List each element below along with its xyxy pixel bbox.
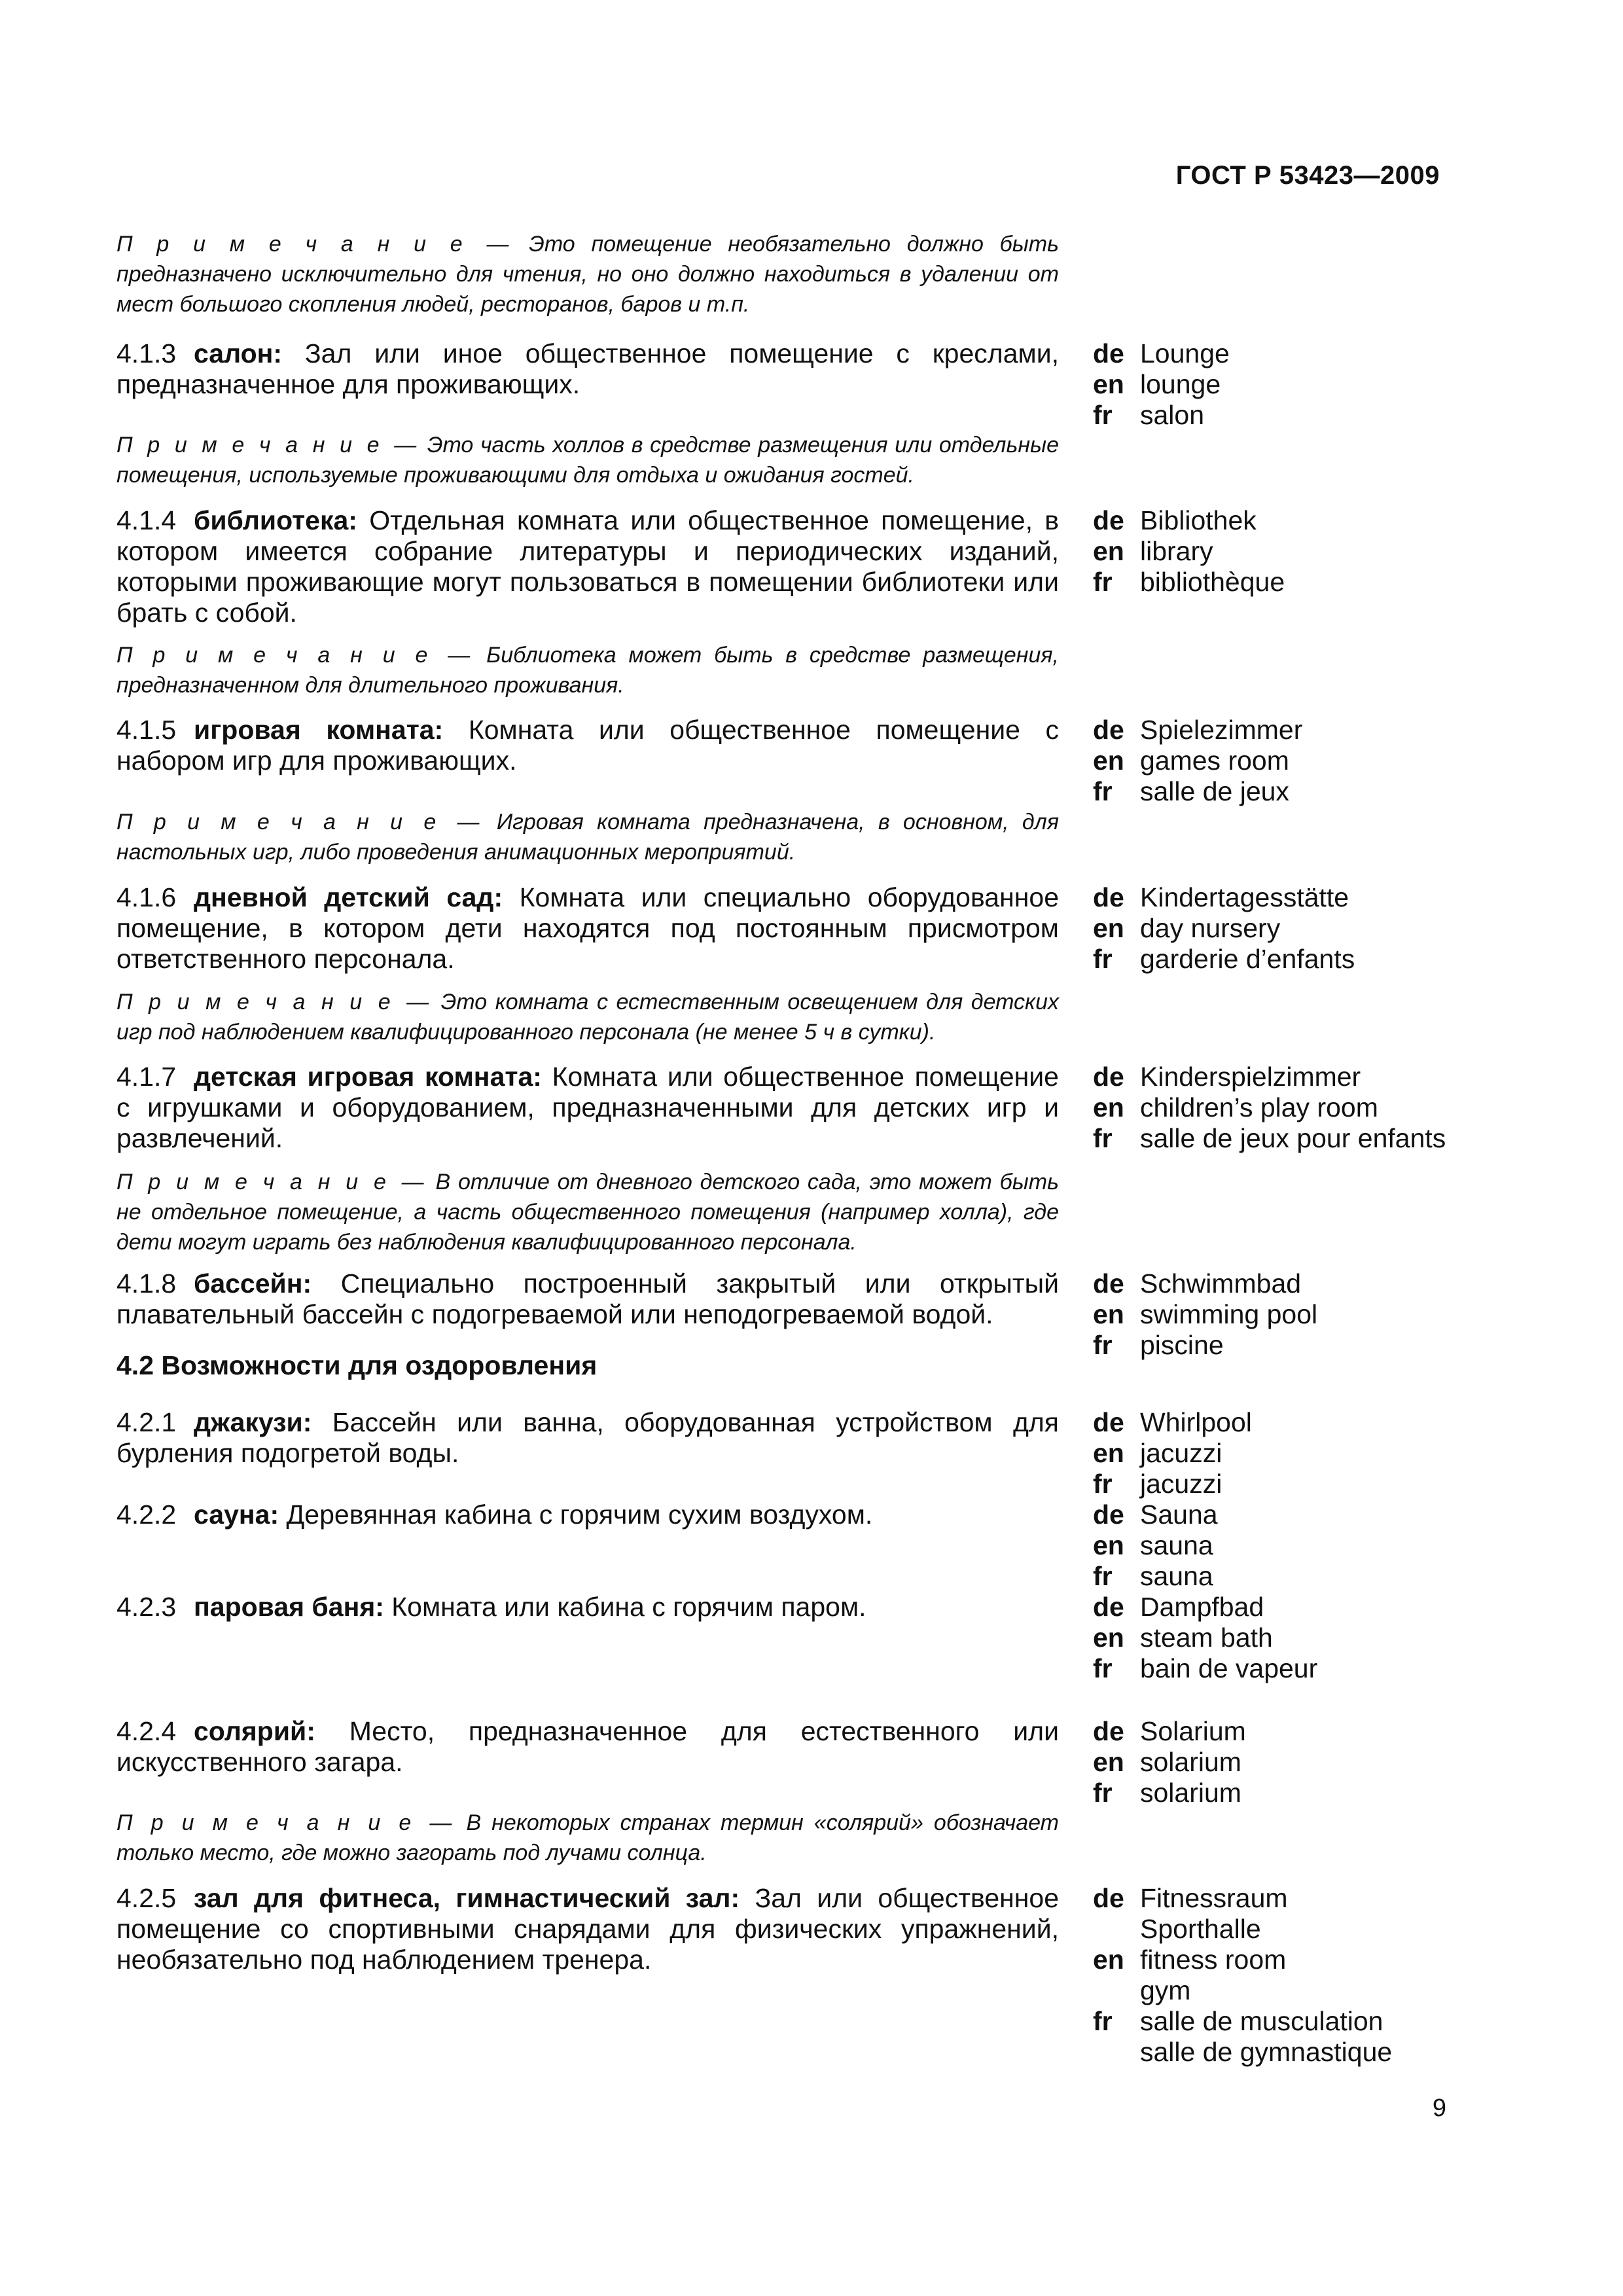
term-entry bbox=[116, 715, 1059, 776]
equivalent-line bbox=[1093, 1330, 1459, 1361]
language-code: fr bbox=[1093, 944, 1113, 974]
term-number: 4.1.3 bbox=[116, 338, 177, 368]
note-label: П р и м е ч а н и е — bbox=[116, 990, 433, 1014]
equivalent-term: day nursery bbox=[1140, 913, 1281, 943]
equivalent-line bbox=[1093, 338, 1459, 369]
equivalent-term: Dampfbad bbox=[1140, 1592, 1264, 1622]
equivalent-line bbox=[1093, 1499, 1459, 1530]
equivalent-line bbox=[1093, 1123, 1459, 1154]
language-code: de bbox=[1093, 1062, 1124, 1092]
term-equivalents bbox=[1093, 1716, 1459, 1808]
equivalent-line bbox=[1093, 1530, 1459, 1561]
note-paragraph bbox=[116, 987, 1059, 1047]
equivalent-term: solarium bbox=[1140, 1747, 1241, 1777]
equivalent-term: lounge bbox=[1140, 369, 1221, 399]
term-entry bbox=[116, 1268, 1059, 1330]
language-code: de bbox=[1093, 505, 1124, 535]
term-entry bbox=[116, 1716, 1059, 1778]
term-definition: Бассейн или ванна, оборудованная устройством для бурления подогретой воды. bbox=[116, 1407, 1059, 1468]
equivalent-term: fitness room bbox=[1140, 1945, 1287, 1975]
term-equivalents bbox=[1093, 505, 1459, 598]
equivalent-term: jacuzzi bbox=[1140, 1469, 1222, 1499]
language-code: en bbox=[1093, 1945, 1124, 1975]
term-number: 4.2.4 bbox=[116, 1716, 177, 1746]
term-equivalents bbox=[1093, 1062, 1459, 1154]
equivalent-line bbox=[1093, 1268, 1459, 1299]
equivalent-line bbox=[1093, 1747, 1459, 1778]
note-text: Библиотека может быть в средстве размещения, предназначенном для длительного проживания. bbox=[116, 643, 1059, 698]
note-paragraph bbox=[116, 430, 1059, 490]
equivalent-term: Lounge bbox=[1140, 338, 1230, 368]
term-name: салон: bbox=[194, 338, 283, 368]
equivalent-term: bain de vapeur bbox=[1140, 1653, 1318, 1683]
equivalent-line bbox=[1093, 400, 1459, 431]
equivalent-term: steam bath bbox=[1140, 1623, 1273, 1653]
term-definition: Комната или общественное помещение с игрушками и оборудованием, предназначенными для детских игр и развлечений. bbox=[116, 1062, 1059, 1153]
note-paragraph bbox=[116, 807, 1059, 867]
equivalent-term: piscine bbox=[1140, 1330, 1224, 1360]
language-code: fr bbox=[1093, 567, 1113, 597]
term-name: детская игровая комната: bbox=[194, 1062, 542, 1092]
term-number: 4.2.3 bbox=[116, 1592, 177, 1622]
equivalent-term: salon bbox=[1140, 400, 1205, 430]
term-entry bbox=[116, 338, 1059, 400]
term-equivalents bbox=[1093, 1407, 1459, 1499]
note-text: Это часть холлов в средстве размещения или отдельные помещения, используемые проживающими для отдыха и ожидания гостей. bbox=[116, 433, 1059, 488]
term-equivalents bbox=[1093, 1268, 1459, 1361]
language-code: fr bbox=[1093, 1561, 1113, 1591]
equivalent-line bbox=[1093, 1299, 1459, 1330]
equivalent-line bbox=[1093, 1945, 1459, 1975]
language-code: de bbox=[1093, 1716, 1124, 1746]
term-name: зал для фитнеса, гимнастический зал: bbox=[194, 1883, 740, 1913]
equivalent-line bbox=[1093, 745, 1459, 776]
language-code: de bbox=[1093, 1592, 1124, 1622]
language-code: en bbox=[1093, 1438, 1124, 1468]
equivalent-term: garderie d’enfants bbox=[1140, 944, 1355, 974]
equivalent-line bbox=[1093, 1062, 1459, 1092]
equivalent-term: sauna bbox=[1140, 1530, 1213, 1560]
term-equivalents bbox=[1093, 1499, 1459, 1592]
equivalent-term: Fitnessraum bbox=[1140, 1883, 1288, 1913]
term-name: библиотека: bbox=[194, 505, 357, 535]
term-definition: Комната или общественное помещение с набором игр для проживающих. bbox=[116, 715, 1059, 776]
equivalent-term: bibliothèque bbox=[1140, 567, 1285, 597]
section-heading: 4.2 Возможности для оздоровления bbox=[116, 1350, 597, 1380]
term-equivalents bbox=[1093, 1592, 1459, 1684]
language-code: de bbox=[1093, 1499, 1124, 1530]
equivalent-line bbox=[1093, 1975, 1459, 2006]
equivalent-term: Kinderspielzimmer bbox=[1140, 1062, 1361, 1092]
equivalent-term: solarium bbox=[1140, 1778, 1241, 1808]
term-equivalents bbox=[1093, 1883, 1459, 2068]
note-paragraph bbox=[116, 640, 1059, 700]
term-entry bbox=[116, 1592, 1059, 1623]
equivalent-line bbox=[1093, 2006, 1459, 2037]
page-number: 9 bbox=[1432, 2094, 1446, 2122]
term-number: 4.1.6 bbox=[116, 882, 177, 912]
equivalent-term: salle de musculation bbox=[1140, 2006, 1383, 2036]
equivalent-term: games room bbox=[1140, 745, 1289, 776]
equivalent-line bbox=[1093, 776, 1459, 807]
term-name: дневной детский сад: bbox=[194, 882, 503, 912]
equivalent-term: salle de gymnastique bbox=[1140, 2037, 1393, 2067]
term-equivalents bbox=[1093, 882, 1459, 975]
language-code: de bbox=[1093, 338, 1124, 368]
term-entry bbox=[116, 1407, 1059, 1469]
term-number: 4.2.2 bbox=[116, 1499, 177, 1530]
term-number: 4.1.8 bbox=[116, 1268, 177, 1299]
note-text: В отличие от дневного детского сада, это может быть не отдельное помещение, а часть общественного помещения (например холла), где дети могут играть без наблюдения квалифицированного персонала. bbox=[116, 1170, 1060, 1255]
language-code: de bbox=[1093, 1407, 1124, 1437]
term-definition: Зал или общественное помещение со спортивными снарядами для физических упражнений, необязательно под наблюдением тренера. bbox=[116, 1883, 1060, 1975]
term-entry bbox=[116, 882, 1059, 975]
term-definition: Специально построенный закрытый или открытый плавательный бассейн с подогреваемой или неподогреваемой водой. bbox=[116, 1268, 1059, 1329]
term-definition: Комната или специально оборудованное помещение, в котором дети находятся под постоянным присмотром ответственного персонала. bbox=[116, 882, 1059, 974]
language-code: fr bbox=[1093, 1778, 1113, 1808]
language-code: en bbox=[1093, 745, 1124, 776]
equivalent-line bbox=[1093, 1438, 1459, 1469]
note-label: П р и м е ч а н и е — bbox=[116, 1810, 456, 1835]
language-code: fr bbox=[1093, 2006, 1113, 2036]
term-entry bbox=[116, 1062, 1059, 1154]
term-name: сауна: bbox=[194, 1499, 279, 1530]
equivalent-line bbox=[1093, 882, 1459, 913]
term-name: джакузи: bbox=[194, 1407, 312, 1437]
equivalent-line bbox=[1093, 1653, 1459, 1684]
equivalent-term: sauna bbox=[1140, 1561, 1213, 1591]
language-code: en bbox=[1093, 1530, 1124, 1560]
language-code: fr bbox=[1093, 1123, 1113, 1153]
equivalent-line bbox=[1093, 1778, 1459, 1808]
equivalent-term: Schwimmbad bbox=[1140, 1268, 1302, 1299]
term-number: 4.1.5 bbox=[116, 715, 177, 745]
equivalent-term: Sauna bbox=[1140, 1499, 1218, 1530]
note-text: Игровая комната предназначена, в основном, для настольных игр, либо проведения анимационных мероприятий. bbox=[116, 810, 1059, 865]
equivalent-term: Kindertagesstätte bbox=[1140, 882, 1349, 912]
equivalent-line bbox=[1093, 1561, 1459, 1592]
language-code: en bbox=[1093, 536, 1124, 566]
language-code: en bbox=[1093, 369, 1124, 399]
language-code: de bbox=[1093, 1268, 1124, 1299]
term-name: игровая комната: bbox=[194, 715, 444, 745]
equivalent-term: salle de jeux pour enfants bbox=[1140, 1123, 1446, 1153]
equivalent-term: Bibliothek bbox=[1140, 505, 1257, 535]
language-code: fr bbox=[1093, 1653, 1113, 1683]
equivalent-term: Whirlpool bbox=[1140, 1407, 1252, 1437]
language-code: en bbox=[1093, 913, 1124, 943]
term-name: паровая баня: bbox=[194, 1592, 384, 1622]
equivalent-term: gym bbox=[1140, 1975, 1191, 2005]
equivalent-line bbox=[1093, 1883, 1459, 1914]
term-definition: Место, предназначенное для естественного или искусственного загара. bbox=[116, 1716, 1059, 1777]
language-code: en bbox=[1093, 1092, 1124, 1122]
language-code: en bbox=[1093, 1299, 1124, 1329]
equivalent-line bbox=[1093, 1914, 1459, 1945]
equivalent-term: Sporthalle bbox=[1140, 1914, 1261, 1944]
note-text: В некоторых странах термин «солярий» обозначает только место, где можно загорать под лучами солнца. bbox=[116, 1810, 1059, 1865]
term-definition: Комната или кабина с горячим паром. bbox=[383, 1592, 866, 1622]
term-definition: Зал или иное общественное помещение с креслами, предназначенное для проживающих. bbox=[116, 338, 1059, 399]
term-equivalents bbox=[1093, 715, 1459, 807]
equivalent-term: children’s play room bbox=[1140, 1092, 1378, 1122]
language-code: fr bbox=[1093, 400, 1113, 430]
note-label: П р и м е ч а н и е — bbox=[116, 810, 484, 834]
term-entry bbox=[116, 1883, 1059, 1975]
language-code: de bbox=[1093, 1883, 1124, 1913]
equivalent-line bbox=[1093, 2037, 1459, 2068]
document-header: ГОСТ Р 53423—2009 bbox=[1175, 161, 1440, 190]
language-code: de bbox=[1093, 882, 1124, 912]
term-name: бассейн: bbox=[194, 1268, 312, 1299]
equivalent-line bbox=[1093, 715, 1459, 745]
equivalent-term: Solarium bbox=[1140, 1716, 1246, 1746]
note-label: П р и м е ч а н и е — bbox=[116, 433, 421, 457]
equivalent-line bbox=[1093, 1092, 1459, 1123]
note-label: П р и м е ч а н и е — bbox=[116, 643, 474, 668]
term-number: 4.2.5 bbox=[116, 1883, 177, 1913]
term-number: 4.2.1 bbox=[116, 1407, 177, 1437]
language-code: fr bbox=[1093, 1469, 1113, 1499]
equivalent-term: salle de jeux bbox=[1140, 776, 1289, 806]
equivalent-line bbox=[1093, 505, 1459, 536]
note-text: Это помещение необязательно должно быть предназначено исключительно для чтения, но оно должно находиться в удалении от мест большого скопления людей, ресторанов, баров и т.п. bbox=[116, 232, 1059, 317]
term-definition: Отдельная комната или общественное помещение, в котором имеется собрание литературы и периодических изданий, которыми проживающие могут пользоваться в помещении библиотеки или брать с собой. bbox=[116, 505, 1059, 628]
term-name: солярий: bbox=[194, 1716, 315, 1746]
language-code: en bbox=[1093, 1623, 1124, 1653]
equivalent-term: jacuzzi bbox=[1140, 1438, 1222, 1468]
note-label: П р и м е ч а н и е — bbox=[116, 232, 513, 257]
equivalent-line bbox=[1093, 944, 1459, 975]
term-number: 4.1.7 bbox=[116, 1062, 177, 1092]
equivalent-line bbox=[1093, 369, 1459, 400]
term-entry bbox=[116, 1499, 1059, 1530]
equivalent-line bbox=[1093, 536, 1459, 567]
note-text: Это комната с естественным освещением для детских игр под наблюдением квалифицированного персонала (не менее 5 ч в сутки). bbox=[116, 990, 1059, 1045]
equivalent-term: Spielezimmer bbox=[1140, 715, 1303, 745]
term-entry bbox=[116, 505, 1059, 628]
term-definition: Деревянная кабина с горячим сухим воздухом. bbox=[279, 1499, 873, 1530]
equivalent-line bbox=[1093, 913, 1459, 944]
language-code: fr bbox=[1093, 776, 1113, 806]
equivalent-line bbox=[1093, 1623, 1459, 1653]
equivalent-line bbox=[1093, 1469, 1459, 1499]
term-number: 4.1.4 bbox=[116, 505, 177, 535]
term-equivalents bbox=[1093, 338, 1459, 431]
note-paragraph bbox=[116, 229, 1059, 319]
note-paragraph bbox=[116, 1808, 1059, 1868]
equivalent-line bbox=[1093, 1592, 1459, 1623]
equivalent-line bbox=[1093, 1407, 1459, 1438]
equivalent-line bbox=[1093, 567, 1459, 598]
equivalent-term: library bbox=[1140, 536, 1213, 566]
equivalent-term: swimming pool bbox=[1140, 1299, 1318, 1329]
language-code: en bbox=[1093, 1747, 1124, 1777]
note-label: П р и м е ч а н и е — bbox=[116, 1170, 428, 1194]
language-code: fr bbox=[1093, 1330, 1113, 1360]
note-paragraph bbox=[116, 1167, 1059, 1257]
equivalent-line bbox=[1093, 1716, 1459, 1747]
language-code: de bbox=[1093, 715, 1124, 745]
